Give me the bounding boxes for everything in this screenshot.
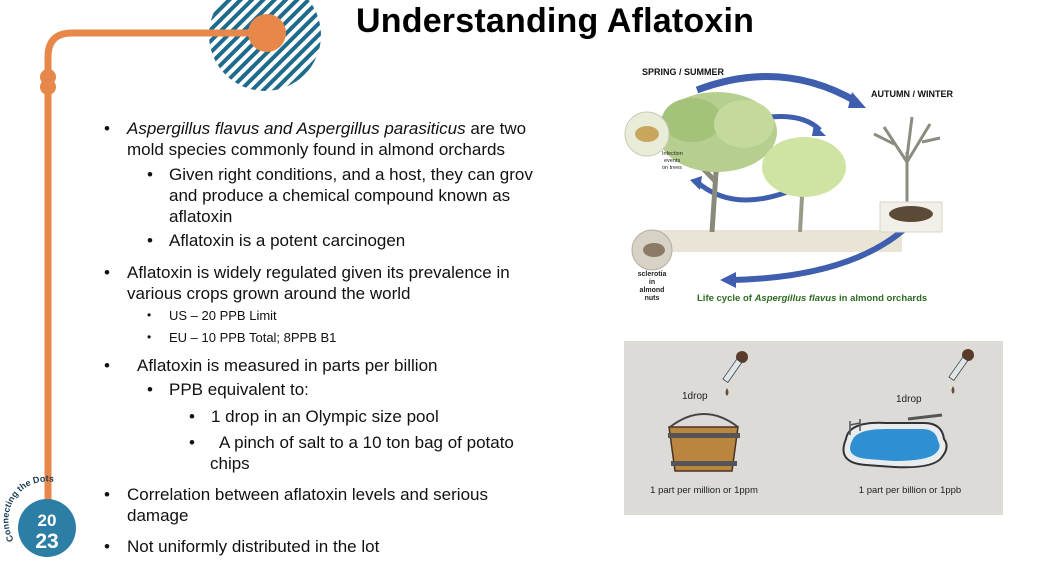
nut-debris-icon — [889, 206, 933, 222]
sclerotia-nut-icon — [643, 243, 665, 257]
sub-bullet-conditions: • Given right conditions, and a host, they can grov — [147, 165, 533, 184]
bullet-species-line2: mold species commonly found in almond orchards — [127, 140, 505, 159]
sclerotia-label-2: in — [648, 279, 656, 286]
bullet-correlation: • Correlation between aflatoxin levels and serious — [104, 485, 488, 504]
sclerotia-label-4: nuts — [644, 295, 660, 302]
bullet-dot: • — [189, 433, 195, 452]
sclerotia-label-3: almond — [639, 287, 665, 294]
bullet-distribution: • Not uniformly distributed in the lot — [104, 537, 380, 556]
dropper-left-icon — [720, 349, 750, 385]
lifecycle-caption: Life cycle of Aspergillus flavus in almond orchards — [697, 293, 928, 304]
bullet-dot: • — [147, 380, 153, 399]
sub-bullet-eu-limit: • EU – 10 PPB Total; 8PPB B1 — [104, 327, 336, 348]
lifecycle-illustration — [612, 62, 984, 312]
bullet-dot: • — [147, 231, 153, 250]
logo-arc-text: Connecting the Dots — [0, 473, 55, 544]
drop-label-left: 1drop — [682, 391, 708, 402]
bullet-dot: • — [147, 165, 153, 184]
tree-winter-icon — [874, 117, 940, 202]
orange-dot-large — [248, 14, 286, 52]
ppb-comparison-figure — [624, 341, 1003, 515]
caption-ppm: 1 part per million or 1ppm — [650, 485, 758, 496]
bullet-dot: • — [104, 263, 110, 282]
bullet-dot: • — [104, 537, 110, 556]
pool-icon — [844, 415, 947, 467]
sub-sub-bullet-pool: • 1 drop in an Olympic size pool — [189, 407, 439, 426]
season-label-autumn: AUTUMN / WINTER — [871, 89, 953, 99]
logo-year-top: 20 — [37, 511, 57, 530]
bullet-dot: • — [147, 330, 152, 344]
drop-left-icon — [726, 388, 729, 396]
bullet-regulated: • Aflatoxin is widely regulated given its prevalence in — [104, 263, 510, 282]
sub-bullet-carcinogen: • Aflatoxin is a potent carcinogen — [147, 231, 406, 250]
almond-icon — [635, 126, 659, 142]
sub-sub-bullet-salt: • A pinch of salt to a 10 ton bag of potato — [189, 433, 514, 452]
bullet-dot: • — [189, 407, 195, 426]
ppb-illustration — [624, 341, 1003, 515]
logo-year-bottom: 23 — [35, 530, 59, 553]
season-label-spring: SPRING / SUMMER — [642, 67, 725, 77]
sclerotia-label-1: sclerotia — [637, 271, 667, 278]
bullet-dot: • — [104, 485, 110, 504]
arrow-top-head-icon — [848, 92, 866, 108]
bullet-species: • Aspergillus flavus and Aspergillus parasiticus are two — [104, 119, 527, 138]
infection-label-1: Infection — [662, 151, 683, 157]
caption-ppb: 1 part per billion or 1ppb — [858, 485, 962, 496]
arrow-middle-head-icon — [690, 176, 702, 190]
bullet-dot: • — [104, 119, 110, 138]
sub-bullet-ppb-equivalent: • PPB equivalent to: — [147, 380, 309, 399]
lifecycle-figure — [612, 62, 984, 312]
slide-title: Understanding Aflatoxin — [356, 2, 755, 40]
bullet-dot: • — [104, 356, 110, 375]
bucket-icon — [668, 414, 740, 471]
infection-label-3: on trees — [662, 165, 682, 171]
sub-bullet-us-limit: • US – 20 PPB Limit — [104, 305, 277, 326]
arrow-bottom-head-icon — [720, 272, 736, 288]
orange-dot-small-2 — [40, 79, 56, 95]
ground — [652, 230, 902, 252]
drop-right-icon — [952, 386, 955, 394]
species-names: Aspergillus flavus and Aspergillus parasiticus — [127, 119, 466, 138]
bullet-dot: • — [147, 308, 152, 322]
infection-label-2: events — [664, 158, 681, 164]
drop-label-right: 1drop — [896, 394, 922, 405]
bullet-ppb: • Aflatoxin is measured in parts per billion — [104, 356, 438, 375]
tree-summer-icon — [762, 137, 846, 232]
dropper-right-icon — [946, 347, 976, 383]
